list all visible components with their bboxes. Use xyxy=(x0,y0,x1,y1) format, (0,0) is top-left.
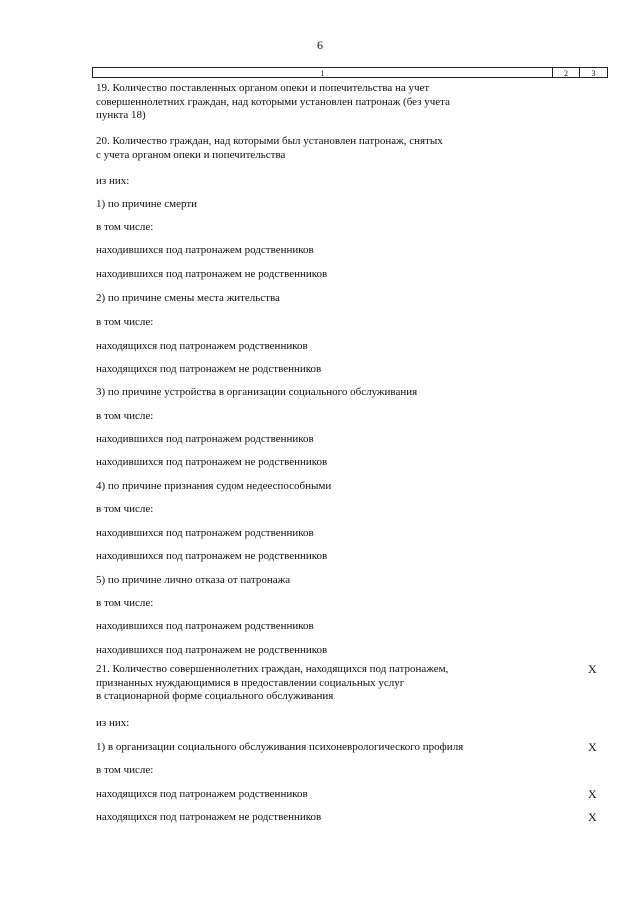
row-label-line: в том числе: xyxy=(96,597,154,609)
row-label-line: находившихся под патронажем не родственников xyxy=(96,456,328,468)
row-label-line: 1) по причине смерти xyxy=(96,198,198,210)
table-row xyxy=(96,574,516,588)
table-row xyxy=(96,620,516,634)
table-row xyxy=(96,316,516,330)
row-label-line: находившихся под патронажем не родственников xyxy=(96,644,328,656)
table-row xyxy=(96,550,516,564)
row-label-line: 5) по причине лично отказа от патронажа xyxy=(96,574,291,586)
row-label-line: в том числе: xyxy=(96,764,154,776)
row-label-line: в том числе: xyxy=(96,503,154,515)
row-label-line: 19. Количество поставленных органом опеки и попечительства на учет xyxy=(96,82,430,94)
row-label-line: 3) по причине устройства в организации социального обслуживания xyxy=(96,386,418,398)
table-row xyxy=(96,717,516,731)
column-header-row xyxy=(92,67,608,79)
table-row xyxy=(96,480,516,494)
row-label-line: находившихся под патронажем не родственников xyxy=(96,268,328,280)
table-row xyxy=(96,456,516,470)
column-3-mark: X xyxy=(588,810,597,824)
table-row xyxy=(96,221,516,235)
table-row xyxy=(96,135,516,162)
column-3-mark: X xyxy=(588,740,597,754)
row-label-line: 1) в организации социального обслуживания психоневрологического профиля xyxy=(96,741,464,753)
column-header-2: 2 xyxy=(552,67,580,78)
row-label-line: находящихся под патронажем родственников xyxy=(96,340,308,352)
table-row xyxy=(96,811,516,825)
row-label-line: находившихся под патронажем родственников xyxy=(96,433,314,445)
table-row xyxy=(96,198,516,212)
row-label-line: из них: xyxy=(96,717,130,729)
row-label-line: в том числе: xyxy=(96,316,154,328)
row-label-line: в стационарной форме социального обслуживания xyxy=(96,690,334,702)
row-label-line: находящихся под патронажем родственников xyxy=(96,788,308,800)
table-row xyxy=(96,340,516,354)
row-label-line: в том числе: xyxy=(96,410,154,422)
row-label-line: находившихся под патронажем не родственников xyxy=(96,550,328,562)
table-row xyxy=(96,663,516,704)
table-row xyxy=(96,386,516,400)
row-label-line: 2) по причине смены места жительства xyxy=(96,292,280,304)
table-row xyxy=(96,644,516,658)
table-row xyxy=(96,244,516,258)
table-row xyxy=(96,363,516,377)
table-row xyxy=(96,741,516,755)
table-row xyxy=(96,268,516,282)
row-label-line: в том числе: xyxy=(96,221,154,233)
column-3-mark: X xyxy=(588,787,597,801)
table-row xyxy=(96,82,516,123)
table-row xyxy=(96,527,516,541)
table-row xyxy=(96,788,516,802)
row-label-line: находившихся под патронажем родственников xyxy=(96,620,314,632)
column-3-mark: X xyxy=(588,662,597,676)
table-row xyxy=(96,433,516,447)
row-label-line: находившихся под патронажем родственников xyxy=(96,527,314,539)
column-header-3: 3 xyxy=(579,67,608,78)
row-label-line: совершеннолетних граждан, над которыми установлен патронаж (без учета xyxy=(96,95,451,108)
row-label-line: 4) по причине признания судом недееспособными xyxy=(96,480,332,492)
table-row xyxy=(96,292,516,306)
column-header-1: 1 xyxy=(92,67,553,78)
row-label-line: с учета органом опеки и попечительства xyxy=(96,148,286,161)
row-label-line: из них: xyxy=(96,175,130,187)
table-row xyxy=(96,764,516,778)
row-label-line: находящихся под патронажем не родственников xyxy=(96,811,322,823)
table-row xyxy=(96,175,516,189)
row-label-line: пункта 18) xyxy=(96,109,146,121)
page-number: 6 xyxy=(317,38,323,52)
row-label-line: находящихся под патронажем не родственников xyxy=(96,363,322,375)
table-row xyxy=(96,410,516,424)
table-row xyxy=(96,503,516,517)
row-label-line: 20. Количество граждан, над которыми был установлен патронаж, снятых xyxy=(96,135,443,147)
row-label-line: находившихся под патронажем родственников xyxy=(96,244,314,256)
row-label-line: 21. Количество совершеннолетних граждан, находящихся под патронажем, xyxy=(96,663,449,675)
row-label-line: признанных нуждающимися в предоставлении социальных услуг xyxy=(96,676,405,689)
table-row xyxy=(96,597,516,611)
